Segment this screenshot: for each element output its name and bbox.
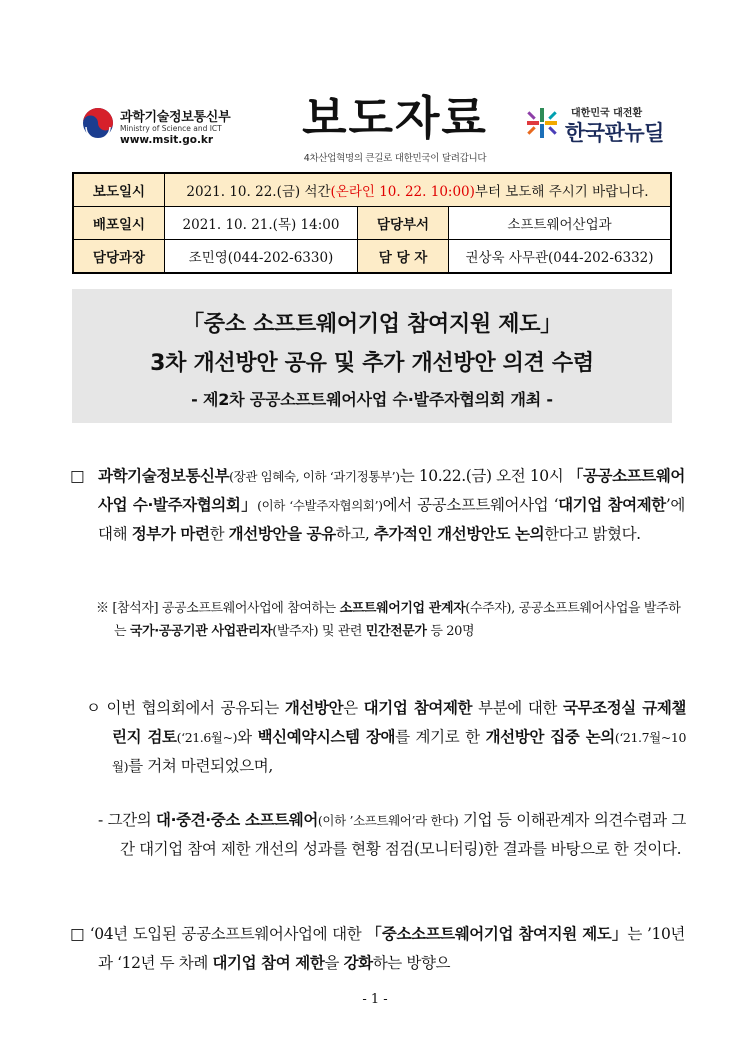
- text-run: 부분에 대한: [472, 699, 563, 717]
- text-run: (이하 ‘수발주자협의회’): [257, 498, 383, 513]
- text-run: 하고,: [335, 525, 374, 543]
- distribute-row: [73, 207, 671, 240]
- text-run: 백신예약시스템 장애: [257, 728, 396, 746]
- distribute-label: 배포일시: [73, 207, 165, 240]
- text-run: (‘21.7월~10월): [112, 730, 686, 774]
- text-run: ’에 대해: [98, 496, 685, 543]
- text-run: 개선방안: [284, 699, 344, 717]
- msit-logo: [82, 104, 282, 150]
- text-run: □ ‘04년 도입된 공공소프트웨어사업에 대한: [70, 925, 367, 943]
- text-run: 개선방안 집중 논의: [485, 728, 615, 746]
- paragraph-2: [84, 694, 686, 781]
- paragraph-3-text: [98, 806, 686, 864]
- text-run: 한: [209, 525, 229, 543]
- text-run: 「중소소프트웨어기업 참여지원 제도」: [366, 925, 628, 943]
- text-run: 기업 등 이해관계자 의견수렴과 그간 대기업 참여 제한 개선의 성과를 현황 점검(모니터링)한 결과를 바탕으로 한 것이다.: [120, 811, 686, 858]
- text-run: 을: [324, 954, 344, 972]
- page-number: - 1 -: [362, 992, 388, 1007]
- ministry-name-ko: 과학기술정보통신부: [120, 110, 231, 125]
- attendees-note: [96, 598, 686, 643]
- text-run: (‘21.6월~): [176, 730, 238, 745]
- text-run: 정부가 마련: [131, 525, 210, 543]
- new-deal-tagline: 대한민국 대전환: [571, 108, 643, 119]
- text-run: 은: [343, 699, 364, 717]
- headline-box: [72, 289, 672, 423]
- korean-new-deal-logo: [525, 102, 695, 148]
- paragraph-1: [70, 462, 685, 549]
- release-row: [73, 173, 671, 207]
- staff-value: 권상욱 사무관(044-202-6332): [449, 240, 672, 274]
- dept-value: 소프트웨어산업과: [449, 207, 672, 240]
- new-deal-name: 한국판뉴딜: [565, 121, 664, 145]
- paragraph-4-text: [70, 920, 686, 978]
- text-run: 하는 방향으: [372, 954, 451, 972]
- text-run: - 그간의: [98, 811, 157, 829]
- staff-label: 담 당 자: [358, 240, 449, 274]
- text-run: 「공공소프트웨어사업 수·발주자협의회」: [98, 467, 686, 514]
- release-label: 보도일시: [73, 173, 165, 207]
- text-run: 과학기술정보통신부: [98, 467, 230, 485]
- text-run: 에서 공공소프트웨어사업 ‘: [382, 496, 559, 514]
- text-run: 를 계기로 한: [395, 728, 486, 746]
- text-run: (이하 ’소프트웨어’라 한다): [317, 813, 459, 828]
- headline-subheading: - 제2차 공공소프트웨어사업 수·발주자협의회 개최 -: [191, 390, 553, 409]
- text-run: 소프트웨어기업 관계자: [339, 601, 466, 616]
- release-online-time: (온라인 10. 22. 10:00): [330, 184, 475, 200]
- paragraph-4: [70, 920, 685, 978]
- square-bullet: □: [70, 467, 85, 485]
- text-run: 등 20명: [426, 623, 475, 639]
- release-date: 2021. 10. 22.(금) 석간: [186, 184, 331, 200]
- release-info-table: [72, 172, 672, 274]
- manager-row: [73, 240, 671, 274]
- manager-label: 담당과장: [73, 240, 165, 274]
- press-release-title-box: [295, 92, 495, 164]
- release-value: [165, 173, 672, 207]
- text-run: (장관 임혜숙, 이하 ‘과기정통부’): [229, 469, 400, 484]
- headline-line-1: 「중소 소프트웨어기업 참여지원 제도」: [182, 312, 562, 337]
- text-run: ㅇ 이번 협의회에서 공유되는: [86, 699, 285, 717]
- text-run: 는 ’10년과 ‘12년 두 차례: [98, 925, 686, 972]
- ministry-url[interactable]: www.msit.go.kr: [120, 134, 214, 146]
- text-run: 대·중견·중소 소프트웨어: [156, 811, 318, 829]
- headline-line-2: 3차 개선방안 공유 및 추가 개선방안 의견 수렴: [150, 351, 594, 376]
- text-run: ※ [참석자] 공공소프트웨어사업에 참여하는: [96, 601, 340, 616]
- ministry-name-en: Ministry of Science and ICT: [120, 124, 222, 133]
- manager-value: 조민영(044-202-6330): [165, 240, 358, 274]
- text-run: 한다고 밝혔다.: [544, 525, 641, 543]
- text-run: 추가적인 개선방안도 논의: [373, 525, 545, 543]
- text-run: 국무조정실 규제챌린지 검토: [112, 699, 686, 746]
- text-run: 와: [237, 728, 258, 746]
- text-run: 대기업 참여 제한: [212, 954, 325, 972]
- page-header: [0, 0, 750, 170]
- dept-label: 담당부서: [358, 207, 449, 240]
- paragraph-3: [98, 806, 686, 864]
- paragraph-1-text: [98, 462, 685, 549]
- text-run: 대기업 참여제한: [558, 496, 666, 514]
- distribute-value: 2021. 10. 21.(목) 14:00: [165, 207, 358, 240]
- text-run: 대기업 참여제한: [363, 699, 473, 717]
- text-run: 는 10.22.(금) 오전 10시: [399, 467, 568, 485]
- page-subtitle: 4차산업혁명의 큰길로 대한민국이 달려갑니다: [303, 153, 487, 164]
- text-run: 국가·공공기관 사업관리자: [129, 623, 273, 639]
- text-run: 강화: [343, 954, 373, 972]
- release-request: 부터 보도해 주시기 바랍니다.: [474, 184, 649, 200]
- text-run: 민간전문가: [365, 623, 427, 639]
- text-run: 개선방안을 공유: [228, 525, 336, 543]
- paragraph-2-text: [86, 694, 686, 781]
- text-run: 를 거쳐 마련되었으며,: [128, 757, 273, 775]
- new-deal-symbol-icon: [525, 106, 559, 140]
- attendees-note-text: [96, 598, 686, 643]
- taegeuk-emblem-icon: [82, 107, 114, 139]
- text-run: (발주자) 및 관련: [272, 623, 366, 639]
- page-title: 보도자료: [302, 91, 488, 145]
- text-run: (수주자), 공공소프트웨어사업을 발주하는: [114, 601, 681, 639]
